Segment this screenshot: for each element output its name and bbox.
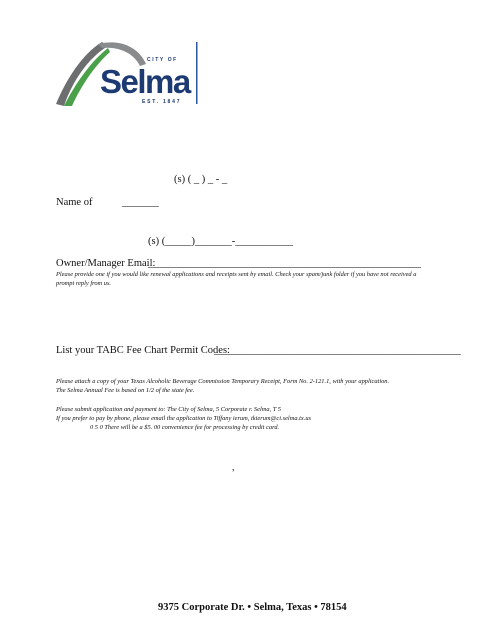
- convenience-fee-note: 0 5 0 There will be a $5. 00 convenience fee for processing by credit card.: [90, 424, 280, 431]
- logo-established: EST. 1847: [142, 99, 182, 105]
- name-label: Name of: [56, 197, 93, 208]
- email-label: Owner/Manager Email:: [56, 258, 156, 269]
- email-field[interactable]: ____________________________________________________: [148, 258, 421, 269]
- stray-mark: ,: [232, 462, 235, 473]
- tabc-label: List your TABC Fee Chart Permit Codes:: [56, 345, 230, 356]
- tabc-field[interactable]: _______________________________________________: [214, 345, 461, 356]
- city-of-selma-logo: [54, 40, 204, 108]
- pay-by-phone-note: If you prefer to pay by phone, please email the application to Tiffany ierum, tkierum@ci.selma.tx.us: [56, 415, 312, 422]
- phone-field-2: (s) (_____)_______-___________: [148, 236, 293, 247]
- logo-city-of: CITY OF: [147, 57, 178, 63]
- logo-wordmark: Selma: [100, 63, 190, 100]
- submit-address: Please submit application and payment to: The City of Selma, 5 Corporate r. Selma, T 5: [56, 406, 281, 413]
- logo-divider: [196, 42, 198, 104]
- attach-note: Please attach a copy of your Texas Alcoholic Beverage Commission Temporary Receipt, Form No. 2-121.1, with your application.: [56, 378, 390, 385]
- fee-note: The Selma Annual Fee is based on 1/2 of the state fee.: [56, 387, 195, 394]
- email-note: Please provide one if you would like renewal applications and receipts sent by email. Check your spam/junk folder if you have not received a prompt reply from us.: [56, 271, 417, 287]
- footer-address: 9375 Corporate Dr. • Selma, Texas • 78154: [158, 602, 347, 613]
- phone-field-1: (s) ( _ ) _ - _: [174, 174, 228, 185]
- name-field[interactable]: _______: [122, 197, 159, 208]
